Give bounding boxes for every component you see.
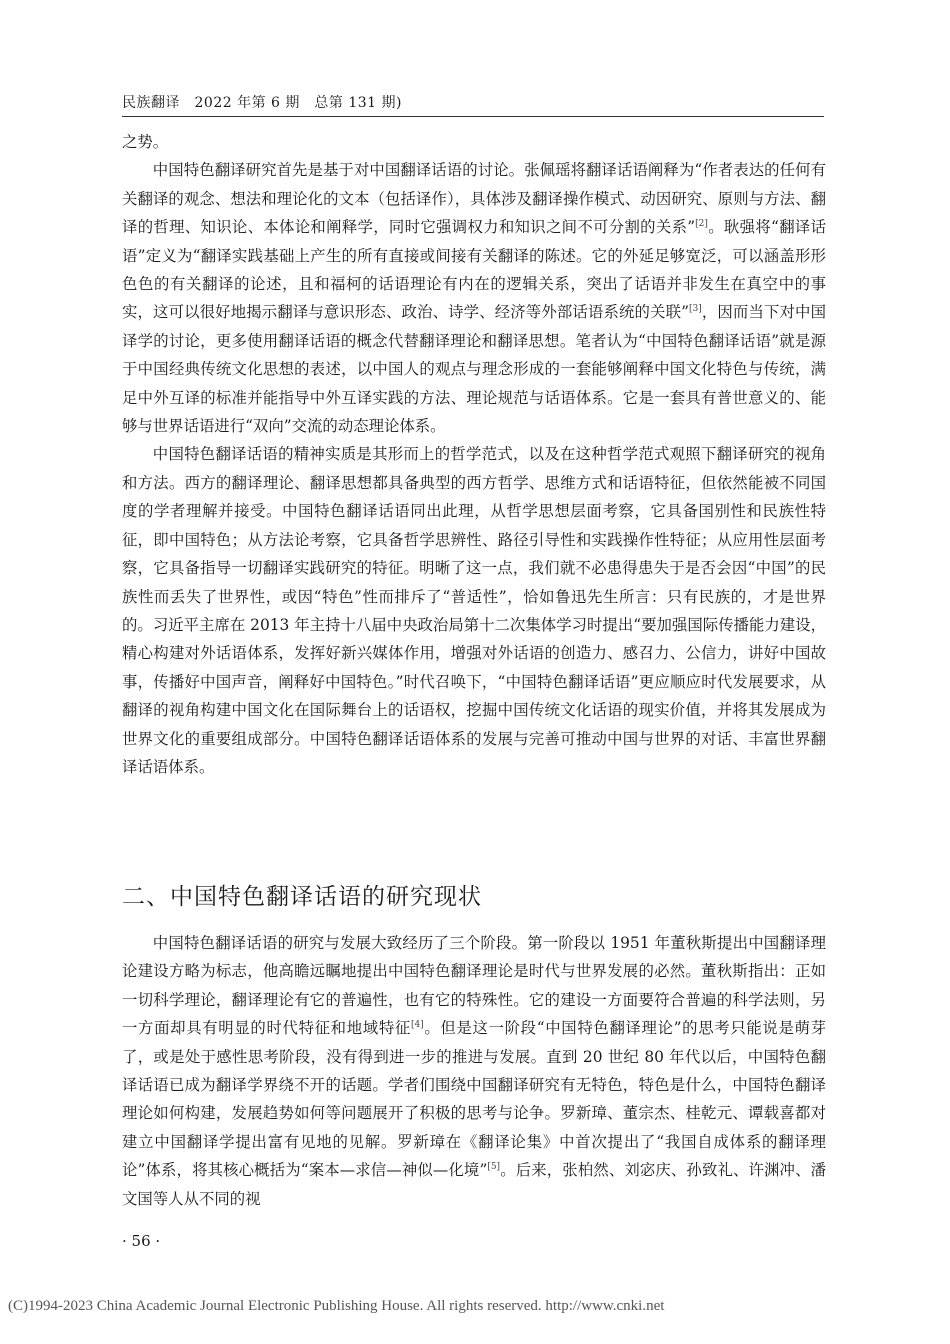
section2-body [122,929,826,1213]
citation-ref[interactable]: [3] [688,304,702,315]
page-number: · 56 · [122,1232,161,1250]
section-heading: 二、中国特色翻译话语的研究现状 [122,884,482,910]
section1-body [122,128,826,781]
paragraph-text: 。耿强将“翻译话语”定义为“翻译实践基础上产生的所有直接或间接有关翻译的陈述。它的外延足够宽泛，可以涵盖形形色色的有关翻译的论述，且和福柯的话语理论有内在的逻辑关系，突出了话语并非发生在真空中的事实，这可以很好地揭示翻译与意识形态、政治、诗学、经济等外部话语系统的关联” [122,218,827,322]
header-rule [122,116,824,117]
paragraph-text: 。后来，张柏然、刘宓庆、孙致礼、许渊冲、潘文国等人从不同的视 [122,1161,826,1208]
copyright-footer: (C)1994-2023 China Academic Journal Electronic Publishing House. All rights reserved. http://www.cnki.net [8,1298,665,1314]
paragraph-text: 中国特色翻译研究首先是基于对中国翻译话语的讨论。张佩瑶将翻译话语阐释为“作者表达的任何有关翻译的观念、想法和理论化的文本（包括译作），具体涉及翻译操作模式、动因研究、原则与方法、翻译的哲理、知识论、本体论和阐释学，同时它强调权力和知识之间不可分割的关系” [122,161,826,237]
citation-ref[interactable]: [2] [695,219,708,230]
paragraph-text: ，因而当下对中国译学的讨论，更多使用翻译话语的概念代替翻译理论和翻译思想。笔者认为“中国特色翻译话语”就是源于中国经典传统文化思想的表述，以中国人的观点与理念形成的一套能够阐释中国文化特色与传统，满足中外互译的标准并能指导中外互译实践的方法、理论规范与话语体系。它是一套具有普世意义的、能够与世界话语进行“双向”交流的动态理论体系。 [122,303,826,436]
citation-ref[interactable]: [5] [487,1162,501,1173]
paragraph-continuation: 之势。 [122,133,169,151]
paragraph-text: 。但是这一阶段“中国特色翻译理论”的思考只能说是萌芽了，或是处于感性思考阶段，没有得到进一步的推进与发展。直到 20 世纪 80 年代以后，中国特色翻译话语已成为翻译学界绕不开的话题。学者们围绕中国翻译研究有无特色，特色是什么，中国特色翻译理论如何构建，发展趋势如何等问题展开了积极的思考与论争。罗新璋、董宗杰、桂乾元、谭载喜都对建立中国翻译学提出富有见地的见解。罗新璋在《翻译论集》中首次提出了“我国自成体系的翻译理论”体系，将其核心概括为“案本—求信—神似—化境” [122,1019,826,1180]
running-header: 民族翻译 2022 年第 6 期 总第 131 期) [122,95,402,111]
paragraph-translation-discourse [122,156,826,440]
paragraph-research-status [122,929,826,1213]
paragraph-spirit: 中国特色翻译话语的精神实质是其形而上的哲学范式，以及在这种哲学范式观照下翻译研究的视角和方法。西方的翻译理论、翻译思想都具备典型的西方哲学、思维方式和话语特征，但依然能被不同国度的学者理解并接受。中国特色翻译话语同出此理，从哲学思想层面考察，它具备国别性和民族性特征，即中国特色；从方法论考察，它具备哲学思辨性、路径引导性和实践操作性特征；从应用性层面考察，它具备指导一切翻译实践研究的特征。明晰了这一点，我们就不必患得患失于是否会因“中国”的民族性而丢失了世界性，或因“特色”性而排斥了“普适性”，恰如鲁迅先生所言：只有民族的，才是世界的。习近平主席在 2013 年主持十八届中央政治局第十二次集体学习时提出“要加强国际传播能力建设，精心构建对外话语体系，发挥好新兴媒体作用，增强对外话语的创造力、感召力、公信力，讲好中国故事，传播好中国声音，阐释好中国特色。”时代召唤下，“中国特色翻译话语”更应顺应时代发展要求，从翻译的视角构建中国文化在国际舞台上的话语权，挖掘中国传统文化话语的现实价值，并将其发展成为世界文化的重要组成部分。中国特色翻译话语体系的发展与完善可推动中国与世界的对话、丰富世界翻译话语体系。 [122,445,826,776]
citation-ref[interactable]: [4] [410,1020,424,1031]
paragraph-text: 中国特色翻译话语的研究与发展大致经历了三个阶段。第一阶段以 1951 年董秋斯提出中国翻译理论建设方略为标志，他高瞻远瞩地提出中国特色翻译理论是时代与世界发展的必然。董秋斯指出：正如一切科学理论，翻译理论有它的普遍性，也有它的特殊性。它的建设一方面要符合普遍的科学法则，另一方面却具有明显的时代特征和地域特征 [122,934,826,1038]
